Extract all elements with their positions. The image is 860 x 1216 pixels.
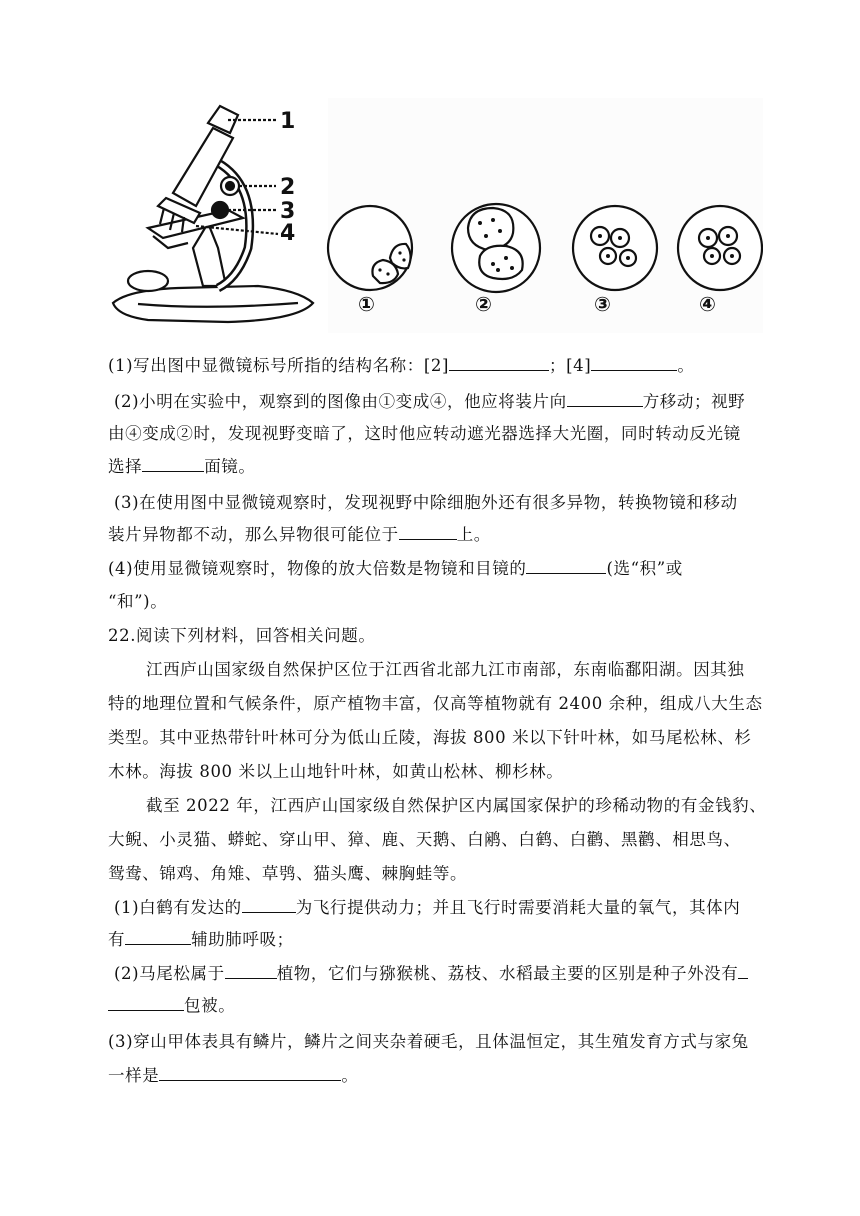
q21-part4-text1-end: (选“积”或 <box>606 559 683 578</box>
answer-blank[interactable] <box>125 928 191 945</box>
answer-blank[interactable] <box>399 523 457 540</box>
q22-sub1-text2-end: 辅助肺呼吸； <box>191 930 294 949</box>
answer-blank[interactable] <box>108 994 184 1011</box>
answer-blank[interactable] <box>449 354 549 371</box>
q22-sub1-line2 <box>108 928 758 952</box>
view-circle-2 <box>452 204 540 292</box>
q21-part2-text1: (2)小明在实验中，观察到的图像由①变成④，他应将装片向 <box>114 392 567 411</box>
figure-drawing <box>108 98 763 333</box>
q22-sub3-text2: 一样是 <box>108 1066 160 1085</box>
q21-part3-line1: (3)在使用图中显微镜观察时，发现视野中除细胞外还有很多异物，转换物镜和移动 <box>114 493 738 512</box>
answer-blank[interactable] <box>142 455 204 472</box>
q21-part4-text1: (4)使用显微镜观察时，物像的放大倍数是物镜和目镜的 <box>108 559 527 578</box>
microscope-label-2: 2 <box>280 175 296 200</box>
microscope-figure <box>108 98 763 333</box>
q21-part1 <box>108 354 758 378</box>
q21-part2-line3 <box>108 455 758 479</box>
q21-part4-line2: “和”)。 <box>108 592 168 611</box>
q21-part1-mid: ；[4] <box>549 356 592 375</box>
q21-part3-text2-end: 上。 <box>456 525 491 544</box>
q21-part3-text2: 装片异物都不动，那么异物很可能位于 <box>108 525 399 544</box>
q22-sub2-text1-end: 植物，它们与猕猴桃、荔枝、水稻最主要的区别是种子外没有 <box>276 964 739 983</box>
q21-part2-line1 <box>114 390 764 414</box>
q22-sub1-text1: (1)白鹤有发达的 <box>114 898 242 917</box>
q22-para1-line2: 特的地理位置和气候条件，原产植物丰富，仅高等植物就有 2400 余种，组成八大生态 <box>108 694 763 713</box>
q21-part2-text3: 选择 <box>108 457 143 476</box>
q21-part2-text3-end: 面镜。 <box>204 457 256 476</box>
q22-heading: 22.阅读下列材料，回答相关问题。 <box>108 626 376 645</box>
q22-sub3-line1: (3)穿山甲体表具有鳞片，鳞片之间夹杂着硬毛，且体温恒定，其生殖发育方式与家兔 <box>108 1032 749 1051</box>
view-label-4: ④ <box>699 292 716 316</box>
q21-part3-line2 <box>108 523 758 547</box>
view-circle-1 <box>328 206 412 290</box>
q21-part4-line1 <box>108 557 758 581</box>
q22-para2-line1: 截至 2022 年，江西庐山国家级自然保护区内属国家保护的珍稀动物的有金钱豹、 <box>146 796 767 815</box>
q22-sub2-text1: (2)马尾松属于 <box>114 964 225 983</box>
q22-sub1-line1 <box>114 896 764 920</box>
q22-para2-line2: 大鲵、小灵猫、蟒蛇、穿山甲、獐、鹿、天鹅、白鹇、白鹤、白鹳、黑鹳、相思鸟、 <box>108 830 741 849</box>
q22-para1-line4: 木林。海拔 800 米以上山地针叶林，如黄山松林、柳杉林。 <box>108 762 564 781</box>
q22-sub2-line2 <box>108 994 758 1018</box>
q22-para1-line3: 类型。其中亚热带针叶林可分为低山丘陵，海拔 800 米以下针叶林，如马尾松林、杉 <box>108 728 752 747</box>
microscope-label-3: 3 <box>280 199 296 224</box>
answer-blank[interactable] <box>159 1064 341 1081</box>
q22-sub1-text2: 有 <box>108 930 126 949</box>
q22-sub2-line1 <box>114 962 764 986</box>
q22-sub2-text2-end: 包被。 <box>184 996 236 1015</box>
view-label-2: ② <box>475 292 492 316</box>
q21-part2-line2: 由④变成②时，发现视野变暗了，这时他应转动遮光器选择大光圈，同时转动反光镜 <box>108 424 741 443</box>
q22-sub3-text2-end: 。 <box>341 1066 359 1085</box>
q21-part2-text1-end: 方移动；视野 <box>642 392 746 411</box>
view-label-1: ① <box>358 292 375 316</box>
answer-blank[interactable] <box>591 354 677 371</box>
view-label-3: ③ <box>594 292 611 316</box>
q22-sub1-text1-end: 为飞行提供动力；并且飞行时需要消耗大量的氧气，其体内 <box>295 898 741 917</box>
q22-para1-line1: 江西庐山国家级自然保护区位于江西省北部九江市南部，东南临鄱阳湖。因其独 <box>146 660 745 679</box>
answer-blank[interactable] <box>567 390 643 407</box>
answer-blank[interactable] <box>738 962 748 979</box>
q22-para2-line3: 鸳鸯、锦鸡、角雉、草鸮、猫头鹰、棘胸蛙等。 <box>108 864 468 883</box>
q22-sub3-line2 <box>108 1064 758 1088</box>
view-circle-4 <box>678 206 762 290</box>
microscope-label-1: 1 <box>280 109 296 134</box>
answer-blank[interactable] <box>242 896 296 913</box>
q21-part1-end: 。 <box>677 356 695 375</box>
q21-part1-text: (1)写出图中显微镜标号所指的结构名称：[2] <box>108 356 450 375</box>
answer-blank[interactable] <box>225 962 277 979</box>
view-circle-3 <box>573 206 657 290</box>
answer-blank[interactable] <box>526 557 606 574</box>
microscope-label-4: 4 <box>280 221 296 246</box>
